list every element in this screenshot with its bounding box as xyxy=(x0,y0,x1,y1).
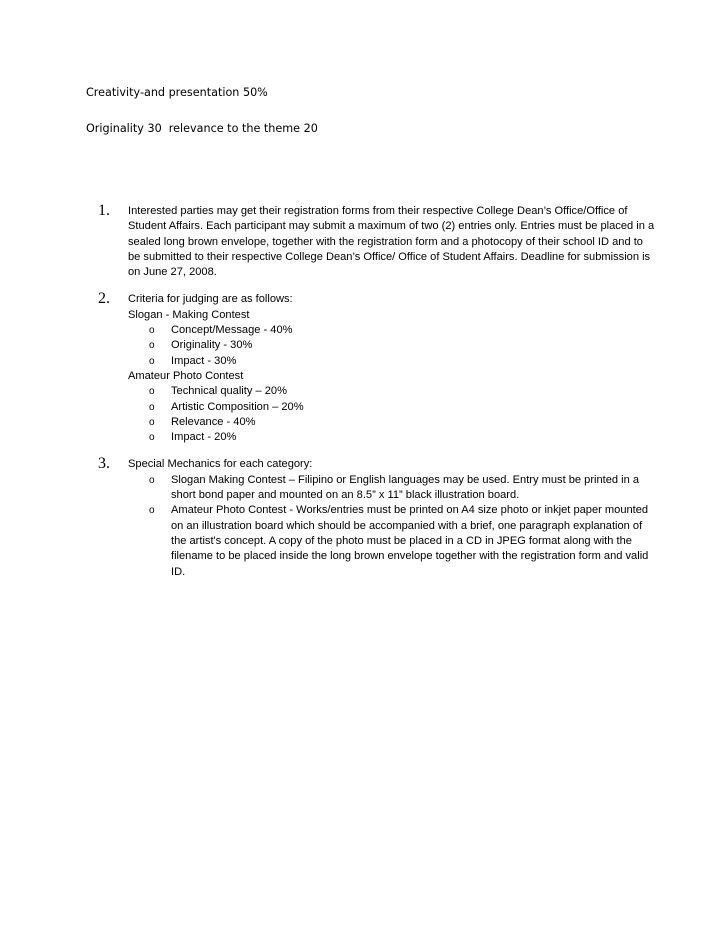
list-number: 1. xyxy=(98,202,110,219)
list-number: 2. xyxy=(98,290,110,308)
list-item: o Originality - 30% xyxy=(149,338,658,353)
bullet-circle-icon: o xyxy=(149,474,155,486)
list-item: o Impact - 30% xyxy=(149,354,658,369)
slogan-contest-heading: Slogan - Making Contest xyxy=(128,308,250,321)
bullet-circle-icon: o xyxy=(149,355,155,367)
bullet-circle-icon: o xyxy=(149,340,155,352)
special-mechanics-list xyxy=(128,473,658,580)
list-item: o Technical quality – 20% xyxy=(149,384,658,399)
bullet-circle-icon: o xyxy=(149,505,155,517)
list-item: o Impact - 20% xyxy=(149,430,658,445)
list-number: 3. xyxy=(98,455,110,473)
bullet-circle-icon: o xyxy=(149,325,155,337)
list-item: o Relevance - 40% xyxy=(149,415,658,430)
list-item: o Concept/Message - 40% xyxy=(149,323,658,338)
registration-paragraph: Interested parties may get their registration forms from their respective College Dean’s Office/Office of Student Affairs. Each participant may submit a maximum of two (2) entries only. Entries must be placed in a sealed long brown envelope, together with the registration form and a photocopy of their school ID and to be submitted to their respective College Dean’s Office/ Office of Student Affairs. Deadline for submission is on June 27, 2008. xyxy=(128,205,655,279)
criteria-intro: Criteria for judging are as follows: xyxy=(128,293,293,306)
mechanics-list xyxy=(98,204,658,580)
list-item-special-mechanics xyxy=(98,457,658,579)
bullet-circle-icon: o xyxy=(149,401,155,413)
slogan-criteria-list xyxy=(128,323,658,369)
scoring-line-originality: Originality 30 relevance to the theme 20 xyxy=(86,122,318,135)
photo-criteria-list xyxy=(128,384,658,445)
list-item: o Amateur Photo Contest - Works/entries must be printed on A4 size photo or inkjet paper mounted on an illustration board which should be accompanied with a brief, one paragraph explanation of the artist's concept. A copy of the photo must be placed in a CD in JPEG format along with the filename to be placed inside the long brown envelope together with the registration form and valid ID. xyxy=(149,504,649,578)
list-item-criteria xyxy=(98,292,658,445)
list-item: o Slogan Making Contest – Filipino or English languages may be used. Entry must be printed in a short bond paper and mounted on an 8.5” x 11” black illustration board. xyxy=(149,473,640,502)
list-item: o Artistic Composition – 20% xyxy=(149,400,658,415)
bullet-circle-icon: o xyxy=(149,416,155,428)
list-item-registration xyxy=(98,204,658,280)
scoring-line-creativity: Creativity-and presentation 50% xyxy=(86,86,268,99)
special-mechanics-intro: Special Mechanics for each category: xyxy=(128,458,313,471)
bullet-circle-icon: o xyxy=(149,386,155,398)
photo-contest-heading: Amateur Photo Contest xyxy=(128,369,244,382)
bullet-circle-icon: o xyxy=(149,432,155,444)
